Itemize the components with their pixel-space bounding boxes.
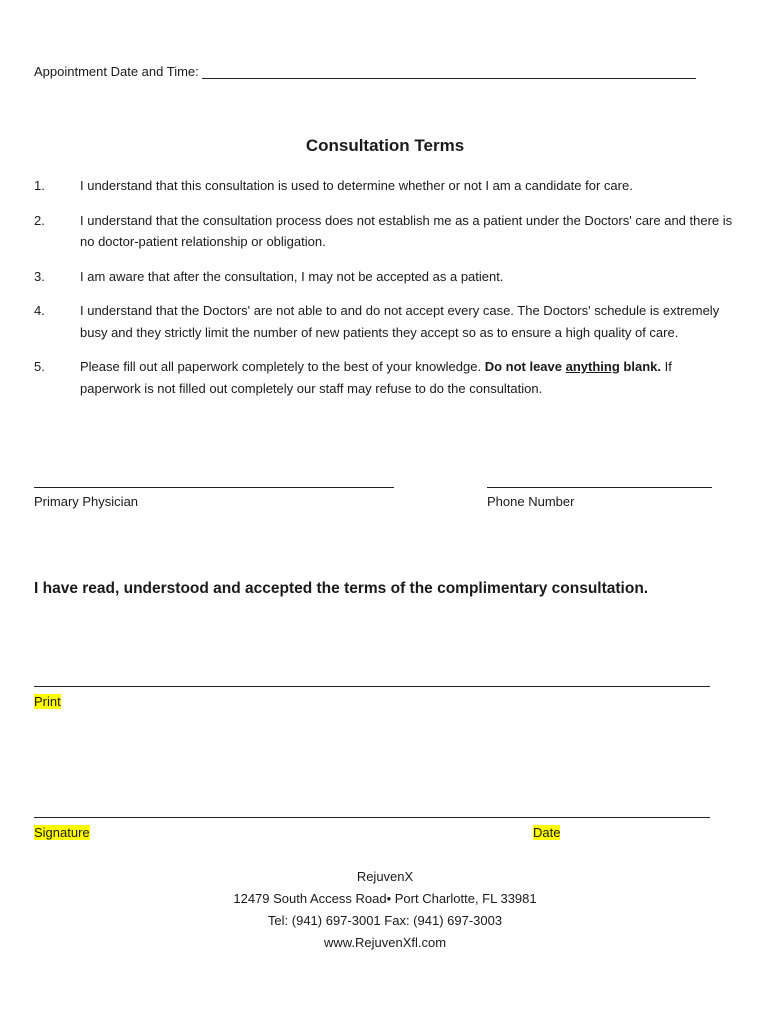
term-number: 1.: [34, 178, 45, 193]
term-text: I understand that this consultation is used to determine whether or not I am a candidate for care.: [80, 178, 633, 193]
signature-label-text: Signature: [34, 825, 90, 840]
term-item: [34, 356, 734, 399]
appointment-field: [34, 64, 696, 79]
signature-line[interactable]: [34, 817, 710, 818]
print-line[interactable]: [34, 686, 710, 687]
term-bold-a: Do not leave: [484, 359, 562, 374]
primary-physician-line[interactable]: [34, 487, 394, 488]
appointment-input-line[interactable]: [202, 64, 696, 79]
phone-number-label: Phone Number: [487, 494, 575, 509]
term-text: I understand that the Doctors' are not able to and do not accept every case. The Doctors' schedule is extremely busy and they strictly limit the number of new patients they accept so as to ensure a high quality of care.: [80, 303, 720, 340]
term-text-after: If paperwork is not filled out completely our staff may refuse to do the consultation.: [80, 359, 672, 396]
footer-company: RejuvenX: [356, 869, 414, 884]
term-item: [34, 175, 734, 197]
print-label: [34, 694, 61, 709]
phone-number-line[interactable]: [487, 487, 712, 488]
terms-list: [34, 175, 734, 412]
page-title: Consultation Terms: [305, 136, 465, 155]
term-number: 5.: [34, 359, 45, 374]
term-text: I understand that the consultation process does not establish me as a patient under the Doctors' care and there is no doctor-patient relationship or obligation.: [80, 212, 733, 249]
term-text: [80, 356, 734, 399]
term-number: 4.: [34, 303, 45, 318]
term-text: I am aware that after the consultation, I may not be accepted as a patient.: [80, 268, 504, 284]
term-bold-underlined: anything: [565, 359, 620, 374]
appointment-label: Appointment Date and Time:: [34, 64, 199, 79]
term-bold-b: blank.: [623, 359, 661, 374]
term-item: [34, 210, 734, 253]
signature-label: [34, 825, 90, 840]
primary-physician-label: Primary Physician: [34, 494, 139, 509]
footer-website[interactable]: www.RejuvenXfl.com: [323, 935, 447, 950]
print-label-text: Print: [34, 694, 61, 709]
acknowledgement-statement: I have read, understood and accepted the terms of the complimentary consultation.: [34, 580, 649, 597]
term-item: [34, 266, 734, 288]
footer-address: 12479 South Access Road• Port Charlotte, FL 33981: [233, 891, 537, 906]
footer-phones: Tel: (941) 697-3001 Fax: (941) 697-3003: [267, 913, 503, 928]
date-label-text: Date: [533, 825, 561, 840]
date-label: [533, 825, 560, 840]
term-number: 3.: [34, 268, 45, 284]
term-item: [34, 300, 734, 343]
footer: [0, 866, 770, 954]
term-number: 2.: [34, 212, 45, 228]
term-text-before: Please fill out all paperwork completely to the best of your knowledge.: [80, 359, 482, 374]
